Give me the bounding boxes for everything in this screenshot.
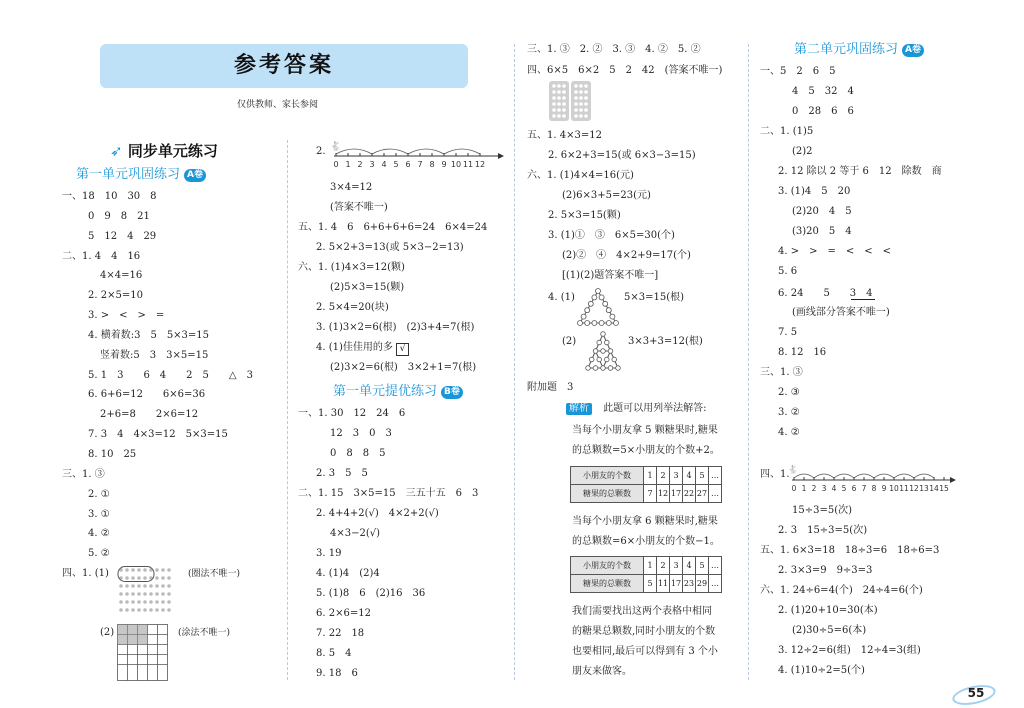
answer-line: 4. ② — [88, 528, 110, 539]
tick-label: 12 — [909, 484, 919, 493]
answer-line: 7. 22 18 — [316, 628, 365, 639]
answer-line: 15÷3=5(次) — [792, 505, 853, 516]
sync-unit-heading: ➶ 同步单元练习 — [110, 142, 218, 160]
answer-line: 2. 4+4+2(√) 4×2+2(√) — [316, 508, 439, 519]
answer-line: 3. ① — [88, 509, 110, 520]
answer-line: (2)20 4 5 — [792, 206, 852, 217]
answer-line: 2. — [316, 146, 326, 157]
table-cell: 11 — [657, 575, 670, 593]
number-line-figure-2 — [788, 462, 956, 496]
answer-line: 2. 6×2+3=15(或 6×3−3=15) — [548, 150, 696, 161]
bonus-line: 附加题 3 — [527, 382, 574, 393]
tick-label: 1 — [801, 484, 807, 493]
tick-label: 8 — [871, 484, 877, 493]
table-cell: 1 — [644, 557, 657, 575]
tick-label: 6 — [405, 160, 411, 169]
answer-line: 一、1. 30 12 24 6 — [298, 408, 406, 419]
table-cell: 小朋友的个数 — [571, 467, 644, 485]
tick-label: 7 — [417, 160, 423, 169]
answer-line: 12 3 0 3 — [330, 428, 392, 439]
table-cell: 3 — [670, 467, 683, 485]
analysis-line: 当每个小朋友拿 6 颗糖果时,糖果 — [572, 516, 718, 527]
page-title: 参考答案 — [100, 44, 468, 88]
table-cell: 22 — [683, 485, 696, 503]
page-subtitle: 仅供教师、家长参阅 — [237, 100, 319, 110]
answer-line: 4×4=16 — [100, 270, 143, 281]
answer-line: 一、5 2 6 5 — [760, 66, 836, 77]
answer-line: 六、1. 24÷6=4(个) 24÷4=6(个) — [760, 585, 923, 596]
analysis-line: 也要相同,最后可以得到有 3 个小 — [572, 646, 718, 657]
analysis-line: 的糖果总颗数,同时小朋友的个数 — [572, 626, 716, 637]
tick-label: 9 — [881, 484, 887, 493]
badge-b: B卷 — [441, 386, 463, 399]
tick-label: 5 — [841, 484, 847, 493]
table-cell: 27 — [696, 485, 709, 503]
triangle-grid-figure — [584, 330, 622, 374]
answer-line: (2)30÷5=6(本) — [792, 625, 867, 636]
tick-label: 2 — [811, 484, 817, 493]
column-divider — [748, 44, 749, 680]
tick-label: 12 — [474, 160, 486, 169]
answer-line: 竖着数:5 3 3×5=15 — [100, 350, 209, 361]
table-row — [571, 575, 722, 593]
answer-line: 0 28 6 6 — [792, 106, 854, 117]
answer-line: 2. 5×4=20(块) — [316, 302, 389, 313]
tick-label: 15 — [939, 484, 949, 493]
table-cell: 糖果的总颗数 — [571, 575, 644, 593]
answer-line: 4×3−2(√) — [330, 528, 381, 539]
analysis-line: 解析 此题可以用列举法解答: — [566, 403, 707, 415]
tick-label: 10 — [889, 484, 899, 493]
answer-line: 4. (1)4 (2)4 — [316, 568, 380, 579]
analysis-line: 朋友来做客。 — [572, 666, 632, 677]
answer-line: 6. 6+6=12 6×6=36 — [88, 389, 206, 400]
answer-line: 3. > < > = — [88, 310, 165, 321]
data-table-1 — [570, 466, 722, 503]
table-cell: … — [709, 467, 722, 485]
check-mark-icon: √ — [396, 343, 409, 356]
tick-label: 0 — [333, 160, 339, 169]
answer-line: (2)2 — [792, 146, 813, 157]
answer-note: (涂法不唯一) — [178, 628, 231, 638]
answer-line: 4 5 32 4 — [792, 86, 854, 97]
answer-line: 3. 19 — [316, 548, 342, 559]
table-cell: 5 — [696, 467, 709, 485]
column-divider — [514, 44, 515, 680]
table-cell: 29 — [696, 575, 709, 593]
answer-line: (2)② ④ 4×2+9=17(个) — [562, 250, 691, 261]
table-row — [571, 467, 722, 485]
table-cell: 4 — [683, 557, 696, 575]
table-cell: 4 — [683, 467, 696, 485]
answer-line: 2. 5×3=15(颗) — [548, 210, 621, 221]
section-title-unit2-a: 第二单元巩固练习 A卷 — [794, 42, 924, 58]
table-cell: 2 — [657, 467, 670, 485]
tick-label: 3 — [821, 484, 827, 493]
answer-line: 2. ① — [88, 489, 110, 500]
answer-line: 5 12 4 29 — [88, 231, 157, 242]
answer-line: 三、1. ③ 2. ② 3. ③ 4. ② 5. ② — [527, 44, 701, 55]
table-cell: 3 — [670, 557, 683, 575]
answer-line: (2)5×3=15(颗) — [330, 282, 405, 293]
table-cell: 12 — [657, 485, 670, 503]
answer-line: 二、1. (1)5 — [760, 126, 814, 137]
answer-line: 7. 3 4 4×3=12 5×3=15 — [88, 429, 228, 440]
answer-line: 2. 3×3=9 9÷3=3 — [778, 565, 873, 576]
section-title-unit1-b: 第一单元提优练习 B卷 — [333, 384, 463, 400]
tick-label: 2 — [357, 160, 363, 169]
table-cell: … — [709, 485, 722, 503]
table-cell: 7 — [644, 485, 657, 503]
table-cell: 23 — [683, 575, 696, 593]
column-divider — [287, 140, 288, 680]
answer-line: 9. 18 6 — [316, 668, 358, 679]
answer-line: [(1)(2)题答案不唯一] — [562, 270, 659, 281]
answer-line: 3. 12÷2=6(组) 12÷4=3(组) — [778, 645, 921, 656]
dot-array-figure — [548, 80, 592, 122]
answer-line: 2. 5×2+3=13(或 5×3−2=13) — [316, 242, 464, 253]
answer-line: 六、1. (1)4×4=16(元) — [527, 170, 634, 181]
table-row — [571, 557, 722, 575]
answer-line: 4. 横着数:3 5 5×3=15 — [88, 330, 210, 341]
tick-label: 7 — [861, 484, 867, 493]
answer-line: 6. 2×6=12 — [316, 608, 371, 619]
table-cell: 2 — [657, 557, 670, 575]
analysis-tag: 解析 — [566, 403, 592, 415]
tick-label: 4 — [381, 160, 387, 169]
answer-line: 4. > > = < < < — [778, 246, 891, 257]
answer-line: 5. ② — [88, 548, 110, 559]
number-line-figure — [328, 140, 504, 174]
tick-label: 9 — [441, 160, 447, 169]
badge-a2: A卷 — [902, 44, 924, 57]
table-cell: … — [709, 557, 722, 575]
answer-line: 一、18 10 30 8 — [62, 191, 157, 202]
answer-line: 5. 1 3 6 4 2 5 △ 3 — [88, 370, 253, 381]
answer-line: 五、1. 4×3=12 — [527, 130, 602, 141]
answer-line: 4. (1)10÷2=5(个) — [778, 665, 865, 676]
answer-line: 2. 3 5 5 — [316, 468, 368, 479]
table-cell: 糖果的总颗数 — [571, 485, 644, 503]
badge-a: A卷 — [184, 169, 206, 182]
answer-line: 3×4=12 — [330, 182, 373, 193]
analysis-line: 的总颗数=5×小朋友的个数+2。 — [572, 445, 720, 456]
data-table-2 — [570, 556, 722, 593]
table-cell: 17 — [670, 575, 683, 593]
analysis-line: 当每个小朋友拿 5 颗糖果时,糖果 — [572, 425, 718, 436]
answer-note: (圈法不唯一) — [188, 569, 241, 579]
answer-line: 7. 5 — [778, 327, 798, 338]
answer-line: 0 8 8 5 — [330, 448, 386, 459]
answer-line: 四、6×5 6×2 5 2 42 (答案不唯一) — [527, 65, 723, 76]
triangle-sticks-figure — [574, 287, 622, 329]
answer-line: (2) — [100, 627, 115, 638]
answer-line: 3. (1)① ③ 6×5=30(个) — [548, 230, 675, 241]
answer-line: 二、1. 4 4 16 — [62, 251, 141, 262]
answer-line: 2. 2×5=10 — [88, 290, 143, 301]
answer-line: 0 9 8 21 — [88, 211, 150, 222]
answer-line: 3×3+3=12(根) — [628, 336, 703, 347]
tick-label: 0 — [791, 484, 797, 493]
dot-grid-figure — [117, 566, 181, 618]
answer-line: 2. ③ — [778, 387, 800, 398]
answer-line: 四、1. (1) — [62, 568, 109, 579]
answer-line: 2+6=8 2×6=12 — [100, 409, 199, 420]
answer-line: 2. 3 15÷3=5(次) — [778, 525, 868, 536]
answer-note: (画线部分答案不唯一) — [792, 307, 890, 318]
answer-line: (2) — [562, 336, 577, 347]
tick-label: 1 — [345, 160, 351, 169]
answer-line: 8. 10 25 — [88, 449, 137, 460]
answer-line: 五、1. 6×3=18 18÷3=6 18÷6=3 — [760, 545, 940, 556]
tick-label: 11 — [462, 160, 474, 169]
tick-label: 10 — [450, 160, 462, 169]
underline-mark — [851, 299, 875, 300]
answer-line: 8. 5 4 — [316, 648, 352, 659]
answer-line: 2. (1)20+10=30(本) — [778, 605, 878, 616]
answer-line: 五、1. 4 6 6+6+6+6=24 6×4=24 — [298, 222, 488, 233]
answer-line: 3. (1)3×2=6(根) (2)3+4=7(根) — [316, 322, 475, 333]
answer-line: 5×3=15(根) — [624, 292, 685, 303]
tick-label: 8 — [429, 160, 435, 169]
table-cell: 17 — [670, 485, 683, 503]
rabbit-icon: 🐇 — [330, 142, 342, 152]
tick-label: 4 — [831, 484, 837, 493]
rocket-icon: ➶ — [110, 142, 123, 160]
shaded-grid-figure — [117, 624, 169, 682]
tick-label: 5 — [393, 160, 399, 169]
tick-label: 3 — [369, 160, 375, 169]
answer-line: 2. 12 除以 2 等于 6 12 除数 商 — [778, 166, 942, 177]
answer-line: (3)20 5 4 — [792, 226, 852, 237]
tick-label: 11 — [899, 484, 909, 493]
rabbit-icon: 🐇 — [788, 465, 798, 474]
tick-label: 14 — [929, 484, 939, 493]
answer-line-with-check: 4. (1)佳佳用的多 √ — [316, 342, 409, 356]
tick-label: 6 — [851, 484, 857, 493]
answer-line: 3. ② — [778, 407, 800, 418]
answer-line: (答案不唯一) — [330, 202, 388, 213]
tick-label: 13 — [919, 484, 929, 493]
table-cell: 小朋友的个数 — [571, 557, 644, 575]
section-title-unit1-a: 第一单元巩固练习 A卷 — [76, 167, 206, 183]
table-row — [571, 485, 722, 503]
answer-line: 六、1. (1)4×3=12(颗) — [298, 262, 405, 273]
table-cell: … — [709, 575, 722, 593]
page-number: 55 — [958, 684, 994, 702]
table-cell: 1 — [644, 467, 657, 485]
answer-line: 6. 24 5 3 4 — [778, 288, 873, 299]
analysis-line: 的总颗数=6×小朋友的个数−1。 — [572, 536, 720, 547]
answer-line: 4. ② — [778, 427, 800, 438]
table-cell: 5 — [644, 575, 657, 593]
answer-line: 三、1. ③ — [62, 469, 105, 480]
answer-line: 5. 6 — [778, 266, 798, 277]
answer-line: (2)6×3+5=23(元) — [562, 190, 651, 201]
answer-line: 二、1. 15 3×5=15 三五十五 6 3 — [298, 488, 479, 499]
analysis-line: 我们需要找出这两个表格中相同 — [572, 606, 712, 617]
answer-line: 3. (1)4 5 20 — [778, 186, 851, 197]
answer-line: 4. (1) — [548, 292, 575, 303]
answer-line: 三、1. ③ — [760, 367, 803, 378]
answer-line: 5. (1)8 6 (2)16 36 — [316, 588, 426, 599]
answer-line: 8. 12 16 — [778, 347, 827, 358]
answer-line: (2)3×2=6(根) 3×2+1=7(根) — [330, 362, 477, 373]
answer-line: 四、1. — [760, 469, 790, 480]
table-cell: 5 — [696, 557, 709, 575]
